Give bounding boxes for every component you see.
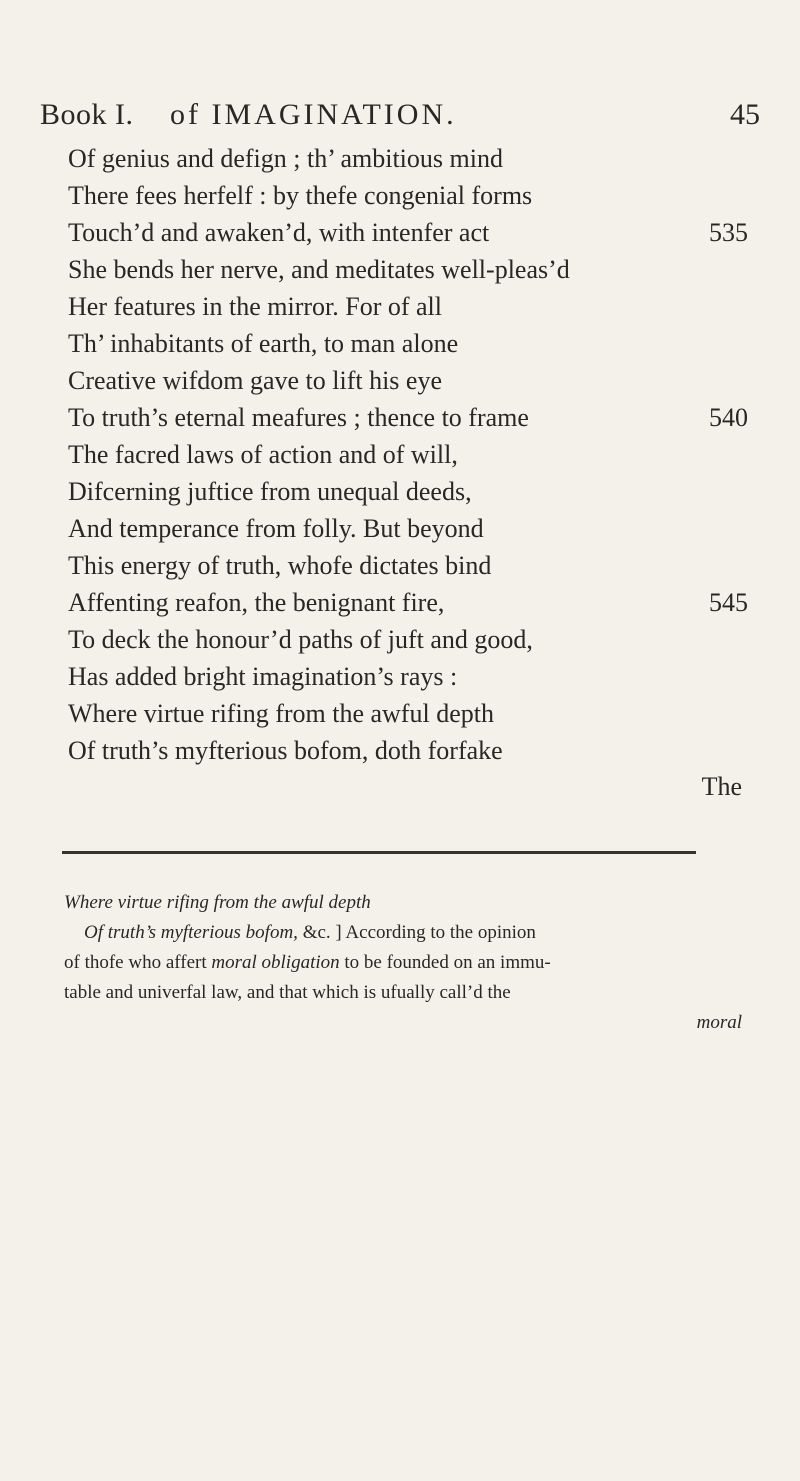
verse-line-text: Touch’d and awaken’d, with intenfer act: [68, 218, 490, 247]
verse-line-text: Th’ inhabitants of earth, to man alone: [68, 329, 459, 358]
verse-line-text: There fees herfelf : by thefe congenial forms: [68, 181, 533, 210]
footnote-line: [64, 918, 704, 948]
verse-line-text: Affenting reafon, the benignant fire,: [68, 588, 445, 617]
verse-line-text: Difcerning juftice from unequal deeds,: [68, 477, 472, 506]
footnote-lemma: Where virtue rifing from the awful depth: [64, 892, 371, 913]
verse-line: [68, 510, 748, 547]
verse-line-text: Her features in the mirror. For of all: [68, 292, 442, 321]
header-book-label: Book I.: [40, 98, 134, 131]
verse-line: [68, 140, 748, 177]
verse-line-text: Creative wifdom gave to lift his eye: [68, 366, 443, 395]
verse-line: [68, 547, 748, 584]
footnote-line: [64, 978, 704, 1008]
verse-line-text: Of truth’s myfterious bofom, doth forfake: [68, 736, 503, 765]
footnote-catchword: moral: [696, 1012, 742, 1033]
verse-line: [68, 621, 748, 658]
verse-line: [68, 177, 748, 214]
verse-line: [68, 473, 748, 510]
footnote-text: to be founded on an immu-: [339, 952, 551, 973]
verse-line: [68, 362, 748, 399]
verse-line-text: And temperance from folly. But beyond: [68, 514, 484, 543]
verse-line: [68, 658, 748, 695]
line-number: 545: [709, 588, 748, 617]
verse-catchword: The: [701, 772, 742, 801]
verse-line-text: Has added bright imagination’s rays :: [68, 662, 458, 691]
page-number: 45: [730, 98, 760, 131]
verse-line: [68, 399, 748, 436]
verse-line-text: Where virtue rifing from the awful depth: [68, 699, 494, 728]
verse-line: [68, 214, 748, 251]
verse-line-text: Of genius and defign ; th’ ambitious mind: [68, 144, 503, 173]
header-title: of IMAGINATION.: [170, 98, 457, 131]
footnote-line: [64, 888, 704, 918]
line-number: 535: [709, 218, 748, 247]
footnote-text: of thofe who affert: [64, 952, 212, 973]
verse-line: [68, 695, 748, 732]
footnote-italic-term: moral obligation: [211, 952, 340, 973]
verse-line: [68, 251, 748, 288]
verse-line: [68, 325, 748, 362]
verse-line-text: This energy of truth, whofe dictates bind: [68, 551, 492, 580]
line-number: 540: [709, 403, 748, 432]
verse-line: [68, 436, 748, 473]
footnote: [64, 888, 704, 1008]
verse-line: [68, 288, 748, 325]
footnote-rule: [62, 851, 696, 854]
footnote-text: table and univerfal law, and that which is ufually call’d the: [64, 982, 511, 1003]
verse-line: [68, 732, 748, 769]
verse-line-text: She bends her nerve, and meditates well-pleas’d: [68, 255, 570, 284]
verse-line: [68, 584, 748, 621]
footnote-lemma-italic: Of truth’s myfterious bofom,: [84, 922, 298, 943]
footnote-line: [64, 948, 704, 978]
verse-line-text: To deck the honour’d paths of juft and good,: [68, 625, 533, 654]
poem-verse: [68, 140, 748, 769]
verse-line-text: To truth’s eternal meafures ; thence to frame: [68, 403, 529, 432]
verse-line-text: The facred laws of action and of will,: [68, 440, 458, 469]
footnote-text: &c. ] According to the opinion: [297, 922, 536, 943]
running-header: [40, 95, 760, 135]
